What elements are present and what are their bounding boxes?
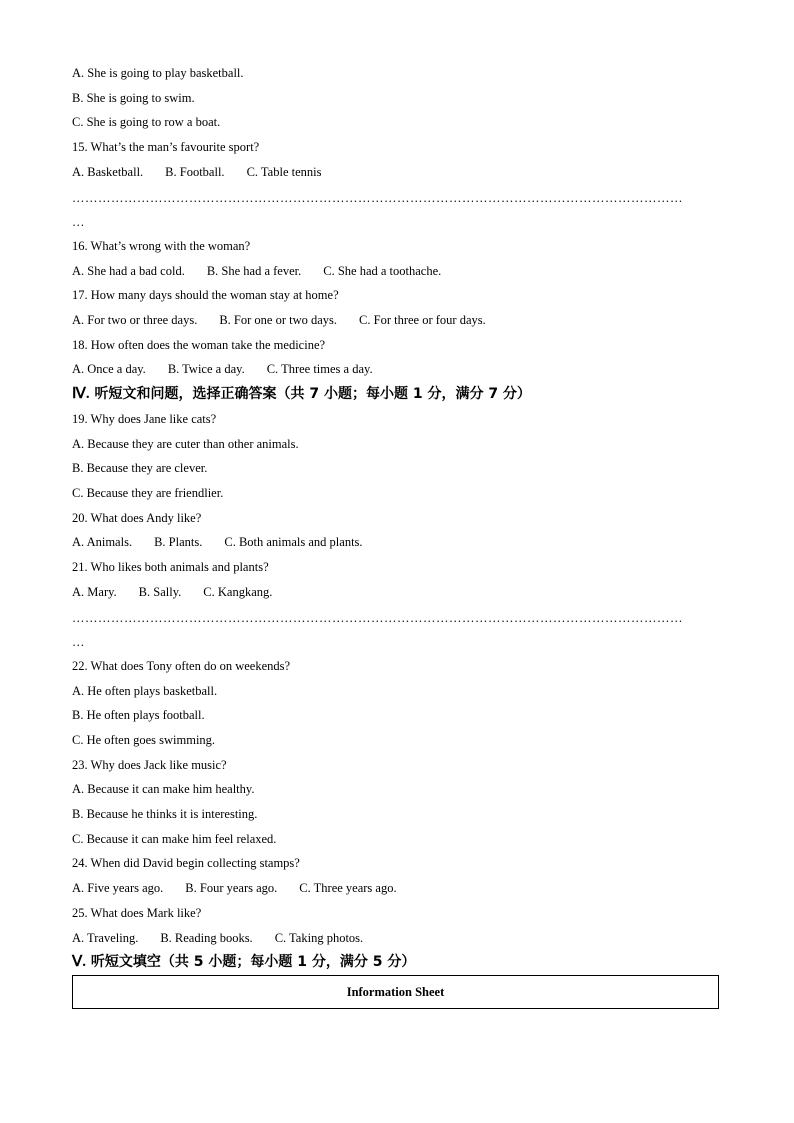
q22-option-a: A. He often plays basketball.	[72, 684, 218, 698]
information-sheet-header	[72, 975, 719, 1009]
q23-question: 23. Why does Jack like music?	[72, 758, 227, 772]
q23-option-b: B. Because he thinks it is interesting.	[72, 807, 258, 821]
q23-option-a: A. Because it can make him healthy.	[72, 782, 255, 796]
q24-option-a: A. Five years ago.	[72, 881, 164, 895]
q21-option-a: A. Mary.	[72, 585, 117, 599]
q19-option-c: C. Because they are friendlier.	[72, 486, 224, 500]
q17-option-c: C. For three or four days.	[359, 313, 486, 327]
q15-options	[72, 164, 322, 180]
q22-option-b: B. He often plays football.	[72, 708, 205, 722]
q16-question: 16. What’s wrong with the woman?	[72, 239, 251, 253]
q25-option-b: B. Reading books.	[160, 931, 253, 945]
q20-question: 20. What does Andy like?	[72, 511, 202, 525]
q25-option-a: A. Traveling.	[72, 931, 139, 945]
section-5-title: 听短文填空（共 5 小题；每小题 1 分，满分 5 分）	[90, 954, 416, 970]
q18-question: 18. How often does the woman take the medicine?	[72, 338, 326, 352]
q20-options	[72, 534, 363, 550]
q22-question: 22. What does Tony often do on weekends?	[72, 659, 291, 673]
section-4-heading	[72, 385, 531, 403]
q17-options	[72, 312, 486, 328]
information-sheet-title: Information Sheet	[346, 984, 445, 999]
dotted-separator: ……………………………………………………………………………………………………………………………	[72, 191, 683, 205]
q15-question: 15. What’s the man’s favourite sport?	[72, 140, 260, 154]
q25-options	[72, 930, 363, 946]
q19-option-a: A. Because they are cuter than other animals.	[72, 437, 299, 451]
q24-options	[72, 880, 397, 896]
q14-option-a: A. She is going to play basketball.	[72, 66, 244, 80]
q19-option-b: B. Because they are clever.	[72, 461, 208, 475]
q20-option-a: A. Animals.	[72, 535, 133, 549]
q25-question: 25. What does Mark like?	[72, 906, 202, 920]
q18-option-a: A. Once a day.	[72, 362, 146, 376]
q15-option-a: A. Basketball.	[72, 165, 144, 179]
q21-question: 21. Who likes both animals and plants?	[72, 560, 269, 574]
q23-option-c: C. Because it can make him feel relaxed.	[72, 832, 277, 846]
q17-option-b: B. For one or two days.	[219, 313, 338, 327]
section-5-numeral: Ⅴ.	[72, 954, 87, 970]
q21-options	[72, 584, 272, 600]
dotted-separator: ……………………………………………………………………………………………………………………………	[72, 611, 683, 625]
section-4-title: 听短文和问题，选择正确答案（共 7 小题；每小题 1 分，满分 7 分）	[94, 386, 531, 402]
q24-question: 24. When did David begin collecting stamps?	[72, 856, 300, 870]
q18-option-c: C. Three times a day.	[266, 362, 373, 376]
q16-options	[72, 263, 441, 279]
q14-option-c: C. She is going to row a boat.	[72, 115, 221, 129]
section-4-numeral: Ⅳ.	[72, 386, 90, 402]
q17-question: 17. How many days should the woman stay at home?	[72, 288, 339, 302]
q18-options	[72, 361, 373, 377]
q16-option-c: C. She had a toothache.	[323, 264, 442, 278]
q24-option-b: B. Four years ago.	[185, 881, 278, 895]
q16-option-b: B. She had a fever.	[206, 264, 302, 278]
q21-option-c: C. Kangkang.	[203, 585, 273, 599]
q20-option-b: B. Plants.	[154, 535, 203, 549]
q15-option-c: C. Table tennis	[246, 165, 322, 179]
section-5-heading	[72, 953, 415, 971]
q19-question: 19. Why does Jane like cats?	[72, 412, 217, 426]
dotted-separator-tail: …	[72, 215, 85, 229]
q18-option-b: B. Twice a day.	[167, 362, 245, 376]
q25-option-c: C. Taking photos.	[274, 931, 364, 945]
q24-option-c: C. Three years ago.	[299, 881, 397, 895]
q22-option-c: C. He often goes swimming.	[72, 733, 216, 747]
q20-option-c: C. Both animals and plants.	[224, 535, 363, 549]
dotted-separator-tail: …	[72, 635, 85, 649]
q15-option-b: B. Football.	[165, 165, 225, 179]
q16-option-a: A. She had a bad cold.	[72, 264, 185, 278]
q14-option-b: B. She is going to swim.	[72, 91, 195, 105]
q17-option-a: A. For two or three days.	[72, 313, 198, 327]
q21-option-b: B. Sally.	[138, 585, 182, 599]
